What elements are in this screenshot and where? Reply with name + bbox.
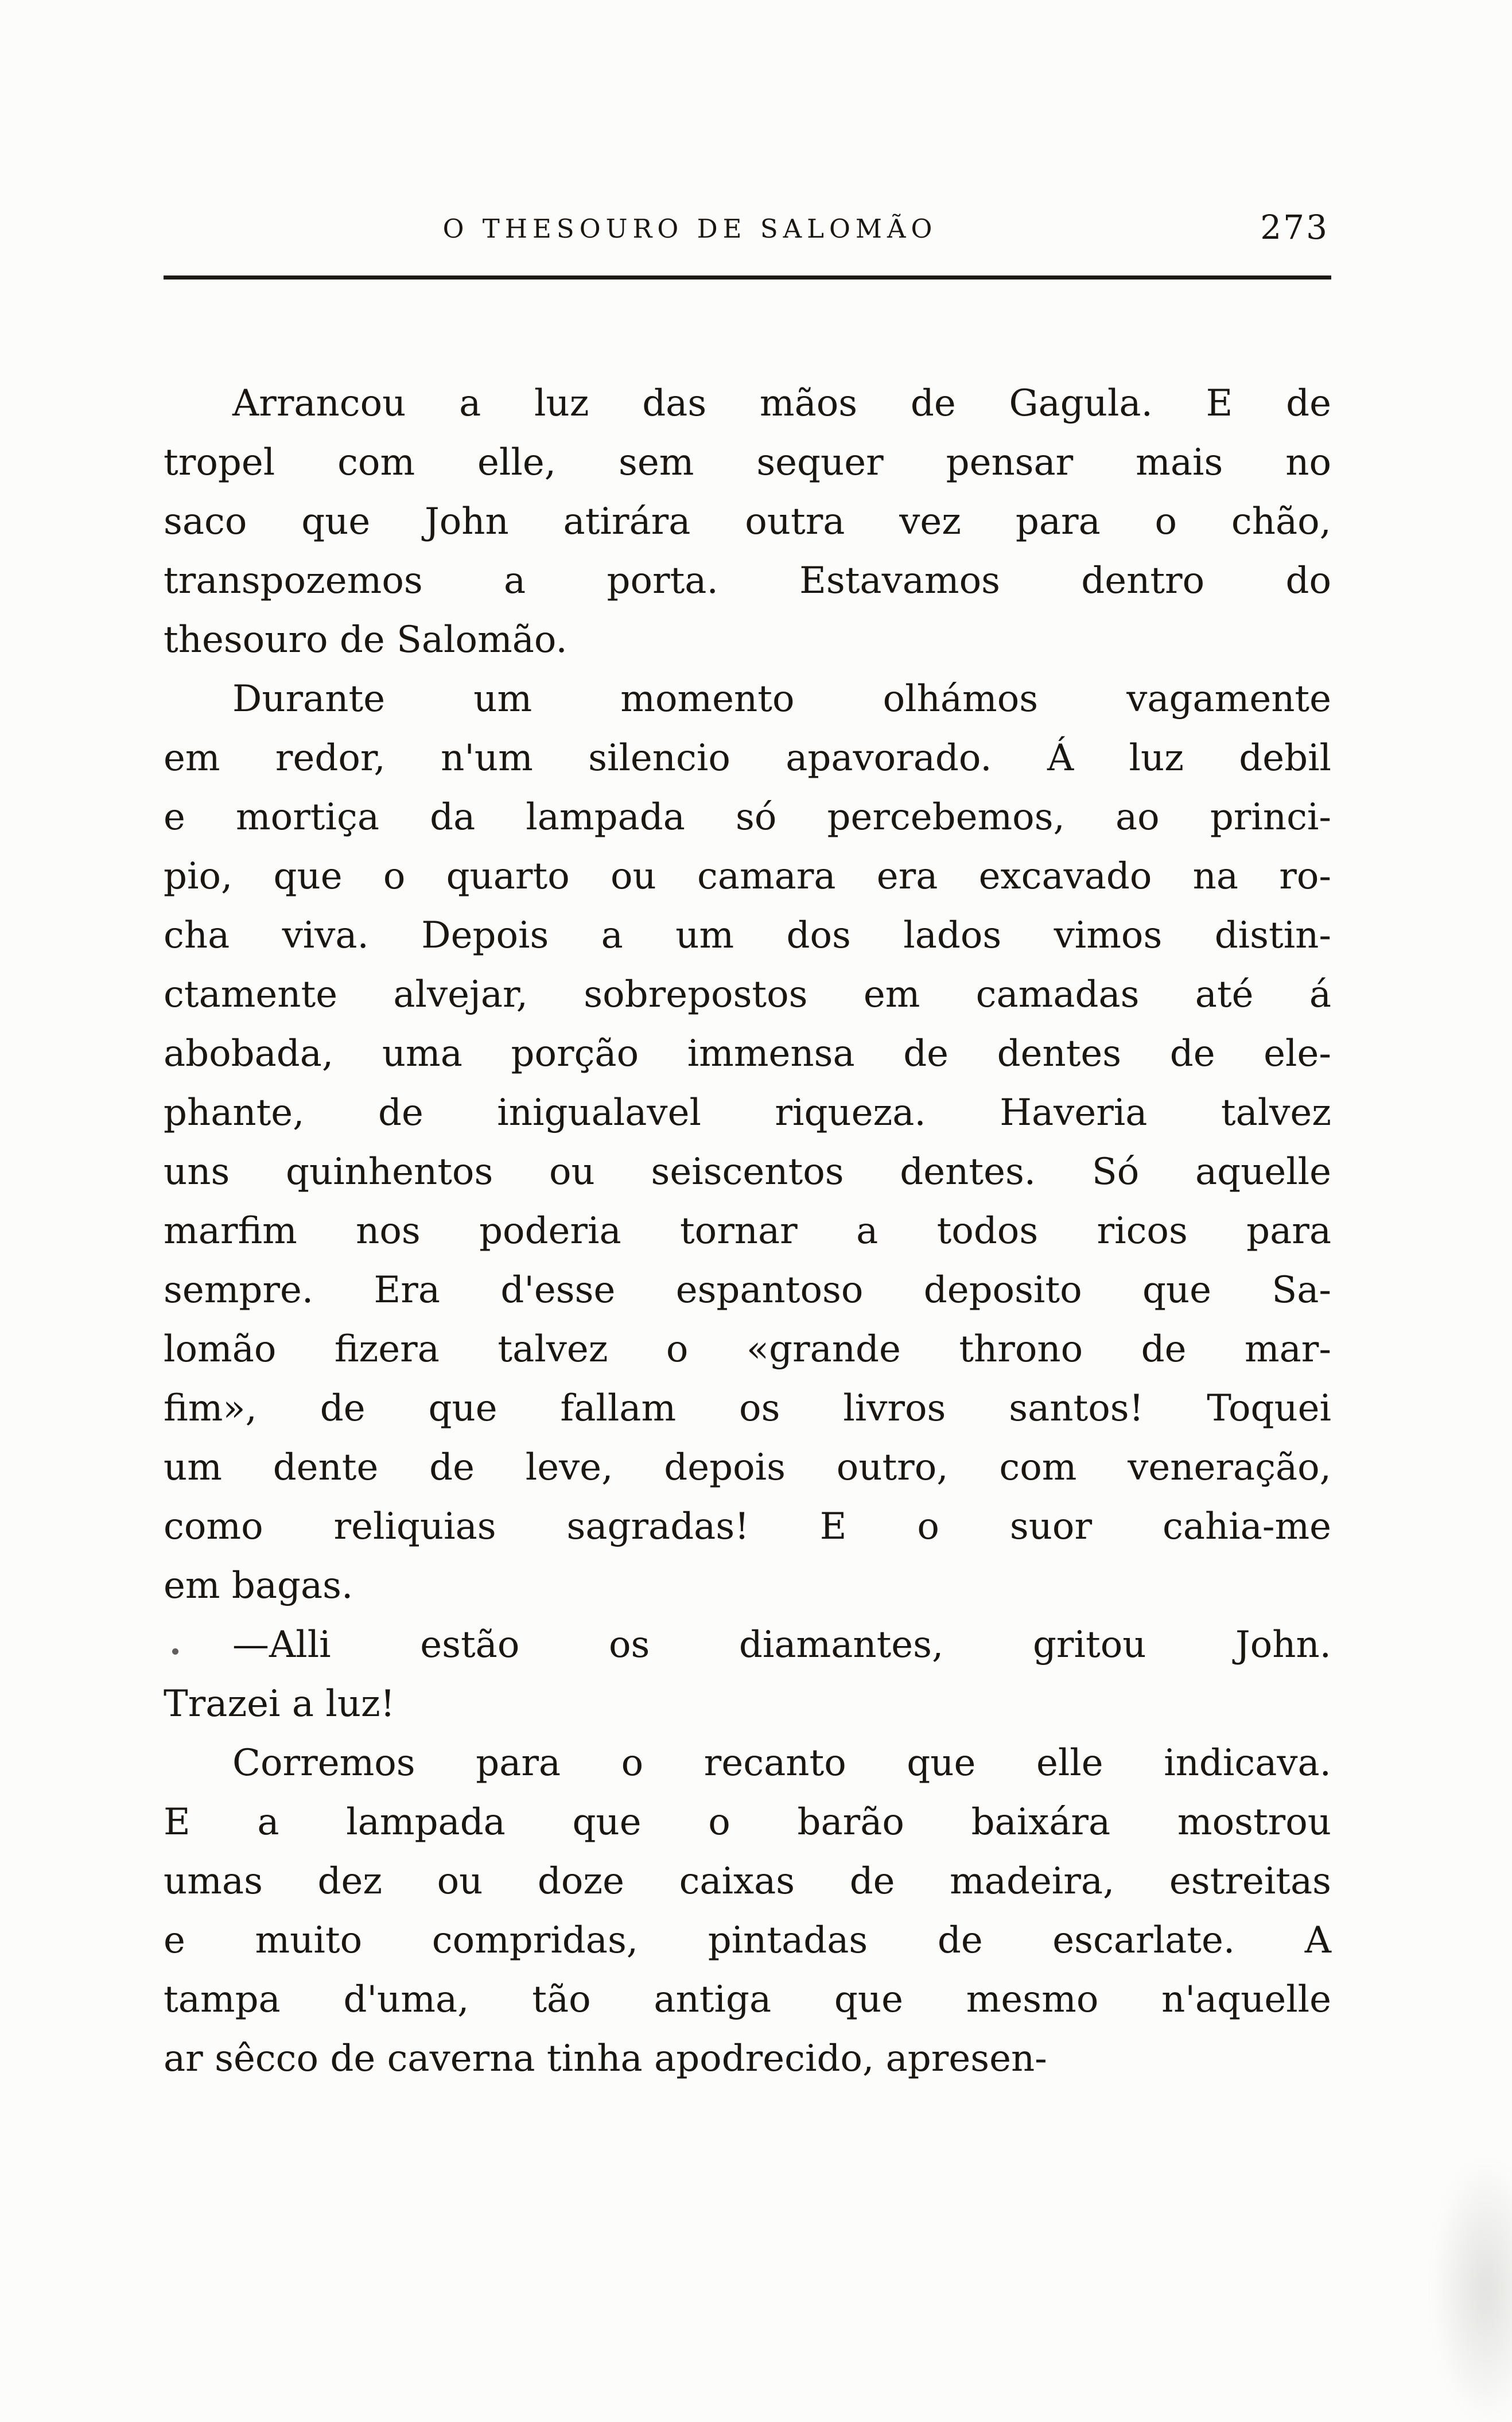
text-line: E a lampada que o barão baixára mostrou — [164, 1801, 1331, 1843]
text-line: fim», de que fallam os livros santos! Toquei — [164, 1387, 1331, 1430]
text-line: abobada, uma porção immensa de dentes de ele- — [164, 1033, 1331, 1075]
page-header — [164, 208, 1331, 251]
text-line: phante, de inigualavel riqueza. Haveria talvez — [164, 1092, 1331, 1134]
text-line: uns quinhentos ou seiscentos dentes. Só aquelle — [164, 1151, 1331, 1193]
text-line: transpozemos a porta. Estavamos dentro do — [164, 560, 1331, 602]
ink-dot-artifact — [172, 1648, 178, 1655]
text-line: em bagas. — [164, 1565, 353, 1607]
text-line: pio, que o quarto ou camara era excavado na ro- — [164, 855, 1331, 898]
text-column — [164, 208, 1331, 2089]
running-title: O THESOURO DE SALOMÃO — [442, 214, 938, 244]
text-line: saco que John atirára outra vez para o chão, — [164, 500, 1331, 543]
header-rule — [164, 275, 1331, 280]
text-line: ar sêcco de caverna tinha apodrecido, apresen- — [164, 2037, 1047, 2080]
text-line: sempre. Era d'esse espantoso deposito que Sa- — [164, 1269, 1331, 1311]
paragraph — [164, 374, 1331, 670]
text-line: ctamente alvejar, sobrepostos em camadas até á — [164, 973, 1331, 1016]
page-number: 273 — [1260, 208, 1329, 247]
text-line: tropel com elle, sem sequer pensar mais no — [164, 441, 1331, 484]
text-line: Arrancou a luz das mãos de Gagula. E de — [232, 382, 1331, 425]
text-line: —Alli estão os diamantes, gritou John. — [232, 1624, 1331, 1666]
text-line: Corremos para o recanto que elle indicava. — [232, 1742, 1331, 1784]
text-line: Trazei a luz! — [164, 1683, 395, 1725]
text-line: um dente de leve, depois outro, com veneração, — [164, 1446, 1331, 1489]
paragraph — [164, 1734, 1331, 2089]
text-line: tampa d'uma, tão antiga que mesmo n'aquelle — [164, 1978, 1331, 2021]
text-line: em redor, n'um silencio apavorado. Á luz debil — [164, 737, 1331, 779]
text-line: thesouro de Salomão. — [164, 619, 568, 661]
text-line: lomão fizera talvez o «grande throno de mar- — [164, 1328, 1331, 1371]
paragraph — [164, 1616, 1331, 1734]
text-line: como reliquias sagradas! E o suor cahia-me — [164, 1505, 1331, 1548]
text-line: umas dez ou doze caixas de madeira, estreitas — [164, 1860, 1331, 1903]
text-line: cha viva. Depois a um dos lados vimos distin- — [164, 914, 1331, 957]
text-line: Durante um momento olhámos vagamente — [232, 678, 1331, 720]
scan-smudge — [1432, 2158, 1512, 2422]
text-line: e mortiça da lampada só percebemos, ao princi- — [164, 796, 1331, 839]
text-line: e muito compridas, pintadas de escarlate. A — [164, 1919, 1331, 1962]
paragraph — [164, 670, 1331, 1616]
text-line: marfim nos poderia tornar a todos ricos para — [164, 1210, 1331, 1252]
body-text — [164, 374, 1331, 2089]
